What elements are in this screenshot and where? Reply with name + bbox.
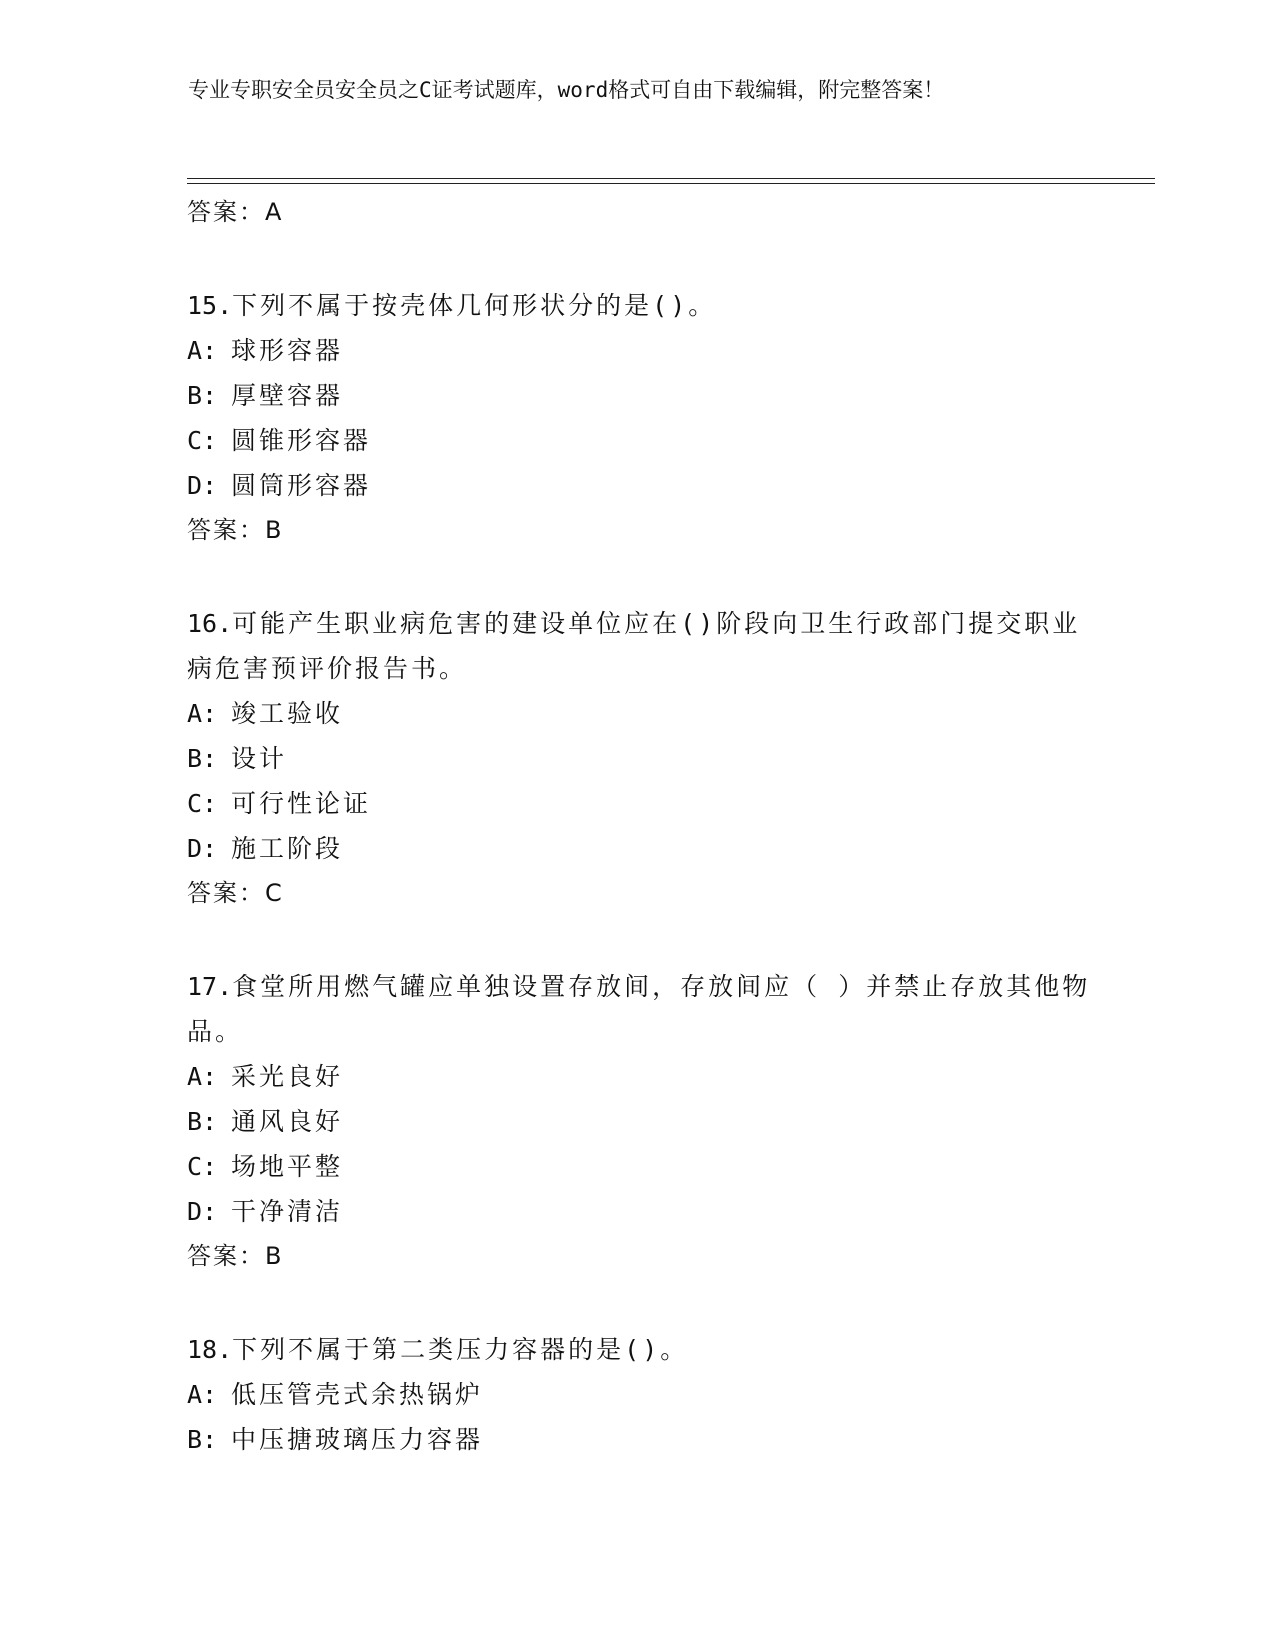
- option-b: [187, 373, 1107, 418]
- option-text: 圆筒形容器: [231, 471, 372, 500]
- question-stem: 下列不属于第二类压力容器的是()。: [232, 1335, 689, 1364]
- question-stem: 下列不属于按壳体几何形状分的是()。: [232, 291, 717, 320]
- option-c: [187, 1144, 1107, 1189]
- option-key: B:: [187, 1107, 218, 1136]
- option-text: 球形容器: [231, 336, 344, 365]
- option-key: D:: [187, 834, 218, 863]
- option-b: [187, 736, 1107, 781]
- answer-label: 答案：: [187, 516, 265, 544]
- option-c: [187, 781, 1107, 826]
- option-text: 可行性论证: [231, 789, 372, 818]
- document-header: 专业专职安全员安全员之C证考试题库，word格式可自由下载编辑，附完整答案！: [188, 78, 945, 102]
- answer-line: [187, 190, 1107, 235]
- option-text: 中压搪玻璃压力容器: [231, 1425, 484, 1454]
- option-text: 厚壁容器: [231, 381, 344, 410]
- option-text: 施工阶段: [231, 834, 344, 863]
- answer-line: [187, 871, 1107, 916]
- question-item: [187, 1327, 1107, 1462]
- question-stem: 可能产生职业病危害的建设单位应在()阶段向卫生行政部门提交职业病危害预评价报告书。: [187, 609, 1081, 683]
- question-number: 17.: [187, 972, 233, 1001]
- option-key: D:: [187, 471, 218, 500]
- option-text: 场地平整: [231, 1152, 344, 1181]
- option-a: [187, 691, 1107, 736]
- option-a: [187, 1054, 1107, 1099]
- option-b: [187, 1099, 1107, 1144]
- option-a: [187, 328, 1107, 373]
- answer-line: [187, 508, 1107, 553]
- question-number: 15.: [187, 291, 233, 320]
- option-text: 采光良好: [231, 1062, 344, 1091]
- option-key: D:: [187, 1197, 218, 1226]
- option-d: [187, 1189, 1107, 1234]
- answer-value: B: [265, 1242, 283, 1270]
- option-key: A:: [187, 699, 218, 728]
- option-text: 圆锥形容器: [231, 426, 372, 455]
- option-text: 竣工验收: [231, 699, 344, 728]
- option-key: B:: [187, 744, 218, 773]
- option-key: C:: [187, 1152, 218, 1181]
- question-number: 16.: [187, 609, 233, 638]
- option-a: [187, 1372, 1107, 1417]
- question-number: 18.: [187, 1335, 233, 1364]
- option-text: 设计: [231, 744, 288, 773]
- option-b: [187, 1417, 1107, 1462]
- answer-value: C: [265, 879, 283, 907]
- option-key: A:: [187, 1380, 218, 1409]
- answer-label: 答案：: [187, 198, 265, 226]
- option-text: 低压管壳式余热锅炉: [231, 1380, 484, 1409]
- answer-line: [187, 1234, 1107, 1279]
- answer-value: B: [265, 516, 283, 544]
- option-key: C:: [187, 426, 218, 455]
- answer-label: 答案：: [187, 1242, 265, 1270]
- answer-label: 答案：: [187, 879, 265, 907]
- option-key: B:: [187, 381, 218, 410]
- question-text: [187, 964, 1107, 1054]
- option-text: 通风良好: [231, 1107, 344, 1136]
- option-key: A:: [187, 1062, 218, 1091]
- option-key: A:: [187, 336, 218, 365]
- question-text: [187, 1327, 1107, 1372]
- option-text: 干净清洁: [231, 1197, 344, 1226]
- question-text: [187, 601, 1107, 691]
- question-text: [187, 283, 1107, 328]
- header-divider-top: [187, 178, 1155, 179]
- question-list: [187, 190, 1107, 1462]
- option-key: C:: [187, 789, 218, 818]
- option-d: [187, 826, 1107, 871]
- header-divider-bottom: [187, 183, 1155, 184]
- question-item: [187, 601, 1107, 916]
- option-key: B:: [187, 1425, 218, 1454]
- option-d: [187, 463, 1107, 508]
- answer-value: A: [265, 198, 283, 226]
- question-item: [187, 964, 1107, 1279]
- question-stem: 食堂所用燃气罐应单独设置存放间，存放间应（ ）并禁止存放其他物品。: [187, 972, 1091, 1046]
- option-c: [187, 418, 1107, 463]
- question-item: [187, 283, 1107, 553]
